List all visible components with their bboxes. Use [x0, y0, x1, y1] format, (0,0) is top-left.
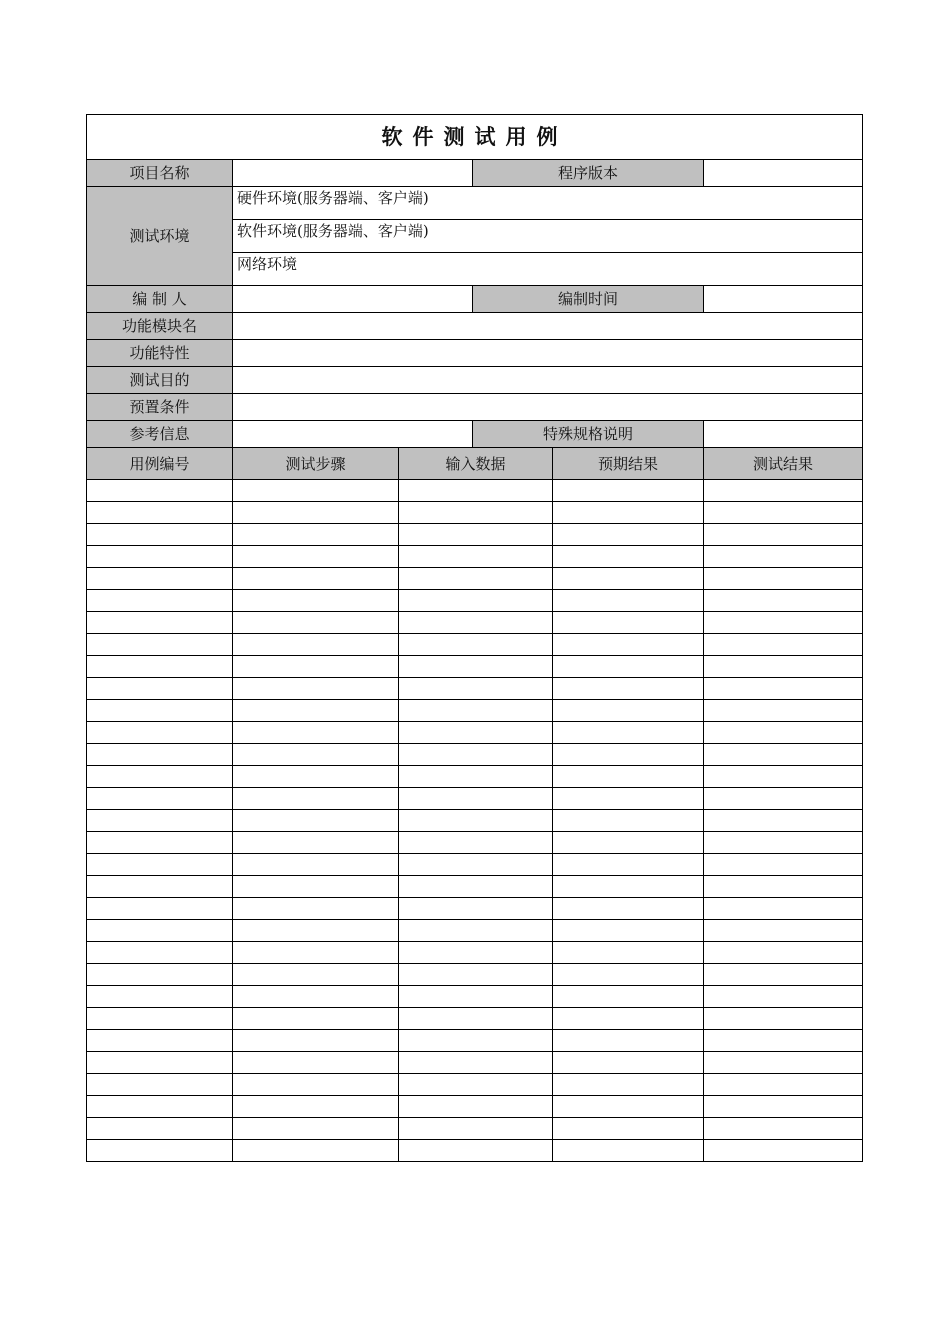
- column-header-case-id: 用例编号: [87, 448, 233, 480]
- test-purpose-field[interactable]: [233, 367, 863, 394]
- expected-result-cell[interactable]: [553, 1140, 704, 1162]
- test-steps-cell[interactable]: [233, 700, 399, 722]
- test-steps-cell[interactable]: [233, 986, 399, 1008]
- expected-result-cell[interactable]: [553, 1096, 704, 1118]
- column-header-input-data: 输入数据: [399, 448, 553, 480]
- table-row: [87, 524, 863, 546]
- test-result-cell[interactable]: [704, 524, 863, 546]
- author-field[interactable]: [233, 286, 473, 313]
- case-id-cell[interactable]: [87, 964, 233, 986]
- test-steps-cell[interactable]: [233, 942, 399, 964]
- table-row: [87, 1096, 863, 1118]
- input-data-cell[interactable]: [399, 656, 553, 678]
- test-result-cell[interactable]: [704, 1052, 863, 1074]
- input-data-cell[interactable]: [399, 854, 553, 876]
- table-row: [87, 568, 863, 590]
- project-name-field[interactable]: [233, 160, 473, 187]
- case-id-cell[interactable]: [87, 568, 233, 590]
- test-steps-cell[interactable]: [233, 524, 399, 546]
- test-steps-cell[interactable]: [233, 546, 399, 568]
- form-title: 软件测试用例: [87, 115, 863, 160]
- test-steps-cell[interactable]: [233, 1096, 399, 1118]
- case-id-cell[interactable]: [87, 1030, 233, 1052]
- case-id-cell[interactable]: [87, 612, 233, 634]
- input-data-cell[interactable]: [399, 832, 553, 854]
- module-name-label: 功能模块名: [87, 313, 233, 340]
- column-header-expected-result: 预期结果: [553, 448, 704, 480]
- compile-time-field[interactable]: [704, 286, 863, 313]
- expected-result-cell[interactable]: [553, 524, 704, 546]
- test-result-cell[interactable]: [704, 634, 863, 656]
- test-result-cell[interactable]: [704, 964, 863, 986]
- table-row: [87, 722, 863, 744]
- test-result-cell[interactable]: [704, 546, 863, 568]
- table-row: [87, 942, 863, 964]
- special-spec-label: 特殊规格说明: [473, 421, 704, 448]
- feature-field[interactable]: [233, 340, 863, 367]
- table-row: [87, 612, 863, 634]
- test-environment-label: 测试环境: [87, 187, 233, 286]
- input-data-cell[interactable]: [399, 678, 553, 700]
- program-version-field[interactable]: [704, 160, 863, 187]
- expected-result-cell[interactable]: [553, 1008, 704, 1030]
- expected-result-cell[interactable]: [553, 1074, 704, 1096]
- expected-result-cell[interactable]: [553, 678, 704, 700]
- expected-result-cell[interactable]: [553, 656, 704, 678]
- table-row: [87, 678, 863, 700]
- test-result-cell[interactable]: [704, 920, 863, 942]
- test-result-cell[interactable]: [704, 590, 863, 612]
- expected-result-cell[interactable]: [553, 942, 704, 964]
- test-result-cell[interactable]: [704, 942, 863, 964]
- software-environment-field[interactable]: 软件环境(服务器端、客户端): [233, 220, 863, 253]
- hardware-environment-field[interactable]: 硬件环境(服务器端、客户端): [233, 187, 863, 220]
- input-data-cell[interactable]: [399, 788, 553, 810]
- table-row: [87, 546, 863, 568]
- test-result-cell[interactable]: [704, 854, 863, 876]
- test-steps-cell[interactable]: [233, 1140, 399, 1162]
- test-steps-cell[interactable]: [233, 634, 399, 656]
- table-row: [87, 700, 863, 722]
- test-result-cell[interactable]: [704, 1008, 863, 1030]
- input-data-cell[interactable]: [399, 1096, 553, 1118]
- input-data-cell[interactable]: [399, 1074, 553, 1096]
- table-row: [87, 920, 863, 942]
- table-row: [87, 964, 863, 986]
- reference-label: 参考信息: [87, 421, 233, 448]
- test-steps-cell[interactable]: [233, 1052, 399, 1074]
- expected-result-cell[interactable]: [553, 876, 704, 898]
- expected-result-cell[interactable]: [553, 788, 704, 810]
- compile-time-label: 编制时间: [473, 286, 704, 313]
- input-data-cell[interactable]: [399, 876, 553, 898]
- case-id-cell[interactable]: [87, 898, 233, 920]
- test-result-cell[interactable]: [704, 810, 863, 832]
- case-id-cell[interactable]: [87, 1074, 233, 1096]
- input-data-cell[interactable]: [399, 942, 553, 964]
- table-row: [87, 766, 863, 788]
- precondition-field[interactable]: [233, 394, 863, 421]
- case-id-cell[interactable]: [87, 766, 233, 788]
- test-steps-cell[interactable]: [233, 1008, 399, 1030]
- table-row: [87, 898, 863, 920]
- case-id-cell[interactable]: [87, 832, 233, 854]
- test-result-cell[interactable]: [704, 502, 863, 524]
- expected-result-cell[interactable]: [553, 634, 704, 656]
- case-id-cell[interactable]: [87, 1052, 233, 1074]
- column-header-test-steps: 测试步骤: [233, 448, 399, 480]
- case-id-cell[interactable]: [87, 1096, 233, 1118]
- test-steps-cell[interactable]: [233, 480, 399, 502]
- expected-result-cell[interactable]: [553, 700, 704, 722]
- table-row: [87, 480, 863, 502]
- expected-result-cell[interactable]: [553, 502, 704, 524]
- case-id-cell[interactable]: [87, 810, 233, 832]
- expected-result-cell[interactable]: [553, 568, 704, 590]
- program-version-label: 程序版本: [473, 160, 704, 187]
- input-data-cell[interactable]: [399, 700, 553, 722]
- input-data-cell[interactable]: [399, 546, 553, 568]
- author-label: 编 制 人: [87, 286, 233, 313]
- test-steps-cell[interactable]: [233, 1118, 399, 1140]
- case-id-cell[interactable]: [87, 722, 233, 744]
- input-data-cell[interactable]: [399, 766, 553, 788]
- case-id-cell[interactable]: [87, 920, 233, 942]
- test-result-cell[interactable]: [704, 788, 863, 810]
- case-id-cell[interactable]: [87, 700, 233, 722]
- special-spec-field[interactable]: [704, 421, 863, 448]
- input-data-cell[interactable]: [399, 502, 553, 524]
- case-id-cell[interactable]: [87, 854, 233, 876]
- test-steps-cell[interactable]: [233, 876, 399, 898]
- table-row: [87, 876, 863, 898]
- module-name-field[interactable]: [233, 313, 863, 340]
- table-row: [87, 788, 863, 810]
- test-result-cell[interactable]: [704, 480, 863, 502]
- test-result-cell[interactable]: [704, 1030, 863, 1052]
- case-id-cell[interactable]: [87, 1140, 233, 1162]
- case-id-cell[interactable]: [87, 524, 233, 546]
- case-id-cell[interactable]: [87, 546, 233, 568]
- expected-result-cell[interactable]: [553, 810, 704, 832]
- test-steps-cell[interactable]: [233, 964, 399, 986]
- case-id-cell[interactable]: [87, 788, 233, 810]
- case-id-cell[interactable]: [87, 1118, 233, 1140]
- input-data-cell[interactable]: [399, 1118, 553, 1140]
- case-id-cell[interactable]: [87, 942, 233, 964]
- table-row: [87, 854, 863, 876]
- case-id-cell[interactable]: [87, 744, 233, 766]
- table-row: [87, 986, 863, 1008]
- project-name-label: 项目名称: [87, 160, 233, 187]
- test-steps-cell[interactable]: [233, 568, 399, 590]
- test-result-cell[interactable]: [704, 876, 863, 898]
- test-purpose-label: 测试目的: [87, 367, 233, 394]
- test-steps-cell[interactable]: [233, 766, 399, 788]
- test-steps-cell[interactable]: [233, 744, 399, 766]
- input-data-cell[interactable]: [399, 722, 553, 744]
- test-result-cell[interactable]: [704, 1074, 863, 1096]
- expected-result-cell[interactable]: [553, 1052, 704, 1074]
- test-steps-cell[interactable]: [233, 1030, 399, 1052]
- table-row: [87, 1008, 863, 1030]
- expected-result-cell[interactable]: [553, 1030, 704, 1052]
- input-data-cell[interactable]: [399, 964, 553, 986]
- expected-result-cell[interactable]: [553, 920, 704, 942]
- table-row: [87, 656, 863, 678]
- case-table-header: [87, 448, 863, 480]
- input-data-cell[interactable]: [399, 590, 553, 612]
- test-result-cell[interactable]: [704, 1096, 863, 1118]
- test-result-cell[interactable]: [704, 744, 863, 766]
- test-result-cell[interactable]: [704, 678, 863, 700]
- input-data-cell[interactable]: [399, 568, 553, 590]
- expected-result-cell[interactable]: [553, 722, 704, 744]
- input-data-cell[interactable]: [399, 986, 553, 1008]
- case-table-body: [87, 480, 863, 1162]
- table-row: [87, 1118, 863, 1140]
- expected-result-cell[interactable]: [553, 1118, 704, 1140]
- expected-result-cell[interactable]: [553, 964, 704, 986]
- table-row: [87, 832, 863, 854]
- expected-result-cell[interactable]: [553, 986, 704, 1008]
- table-row: [87, 634, 863, 656]
- expected-result-cell[interactable]: [553, 612, 704, 634]
- feature-label: 功能特性: [87, 340, 233, 367]
- test-steps-cell[interactable]: [233, 788, 399, 810]
- case-id-cell[interactable]: [87, 1008, 233, 1030]
- table-row: [87, 1074, 863, 1096]
- test-result-cell[interactable]: [704, 1118, 863, 1140]
- test-steps-cell[interactable]: [233, 590, 399, 612]
- table-row: [87, 1030, 863, 1052]
- input-data-cell[interactable]: [399, 898, 553, 920]
- table-row: [87, 1140, 863, 1162]
- test-steps-cell[interactable]: [233, 810, 399, 832]
- test-result-cell[interactable]: [704, 1140, 863, 1162]
- test-steps-cell[interactable]: [233, 656, 399, 678]
- table-row: [87, 744, 863, 766]
- case-id-cell[interactable]: [87, 986, 233, 1008]
- input-data-cell[interactable]: [399, 524, 553, 546]
- input-data-cell[interactable]: [399, 1052, 553, 1074]
- test-steps-cell[interactable]: [233, 854, 399, 876]
- test-result-cell[interactable]: [704, 766, 863, 788]
- test-result-cell[interactable]: [704, 832, 863, 854]
- expected-result-cell[interactable]: [553, 480, 704, 502]
- table-row: [87, 810, 863, 832]
- case-id-cell[interactable]: [87, 480, 233, 502]
- test-result-cell[interactable]: [704, 568, 863, 590]
- input-data-cell[interactable]: [399, 480, 553, 502]
- network-environment-field[interactable]: 网络环境: [233, 253, 863, 286]
- input-data-cell[interactable]: [399, 744, 553, 766]
- input-data-cell[interactable]: [399, 920, 553, 942]
- case-id-cell[interactable]: [87, 502, 233, 524]
- input-data-cell[interactable]: [399, 1008, 553, 1030]
- input-data-cell[interactable]: [399, 1140, 553, 1162]
- expected-result-cell[interactable]: [553, 546, 704, 568]
- table-row: [87, 590, 863, 612]
- test-steps-cell[interactable]: [233, 612, 399, 634]
- test-case-form: [86, 114, 862, 1162]
- test-result-cell[interactable]: [704, 700, 863, 722]
- test-result-cell[interactable]: [704, 612, 863, 634]
- expected-result-cell[interactable]: [553, 590, 704, 612]
- expected-result-cell[interactable]: [553, 744, 704, 766]
- table-row: [87, 1052, 863, 1074]
- test-result-cell[interactable]: [704, 656, 863, 678]
- case-id-cell[interactable]: [87, 876, 233, 898]
- expected-result-cell[interactable]: [553, 766, 704, 788]
- case-id-cell[interactable]: [87, 590, 233, 612]
- input-data-cell[interactable]: [399, 612, 553, 634]
- expected-result-cell[interactable]: [553, 898, 704, 920]
- test-steps-cell[interactable]: [233, 502, 399, 524]
- reference-field[interactable]: [233, 421, 473, 448]
- test-steps-cell[interactable]: [233, 678, 399, 700]
- test-result-cell[interactable]: [704, 898, 863, 920]
- precondition-label: 预置条件: [87, 394, 233, 421]
- input-data-cell[interactable]: [399, 634, 553, 656]
- input-data-cell[interactable]: [399, 810, 553, 832]
- case-id-cell[interactable]: [87, 634, 233, 656]
- input-data-cell[interactable]: [399, 1030, 553, 1052]
- table-row: [87, 502, 863, 524]
- expected-result-cell[interactable]: [553, 854, 704, 876]
- case-id-cell[interactable]: [87, 678, 233, 700]
- test-result-cell[interactable]: [704, 986, 863, 1008]
- test-steps-cell[interactable]: [233, 898, 399, 920]
- test-result-cell[interactable]: [704, 722, 863, 744]
- form-table: [86, 114, 863, 1162]
- case-id-cell[interactable]: [87, 656, 233, 678]
- expected-result-cell[interactable]: [553, 832, 704, 854]
- test-steps-cell[interactable]: [233, 722, 399, 744]
- test-steps-cell[interactable]: [233, 920, 399, 942]
- column-header-test-result: 测试结果: [704, 448, 863, 480]
- test-steps-cell[interactable]: [233, 1074, 399, 1096]
- test-steps-cell[interactable]: [233, 832, 399, 854]
